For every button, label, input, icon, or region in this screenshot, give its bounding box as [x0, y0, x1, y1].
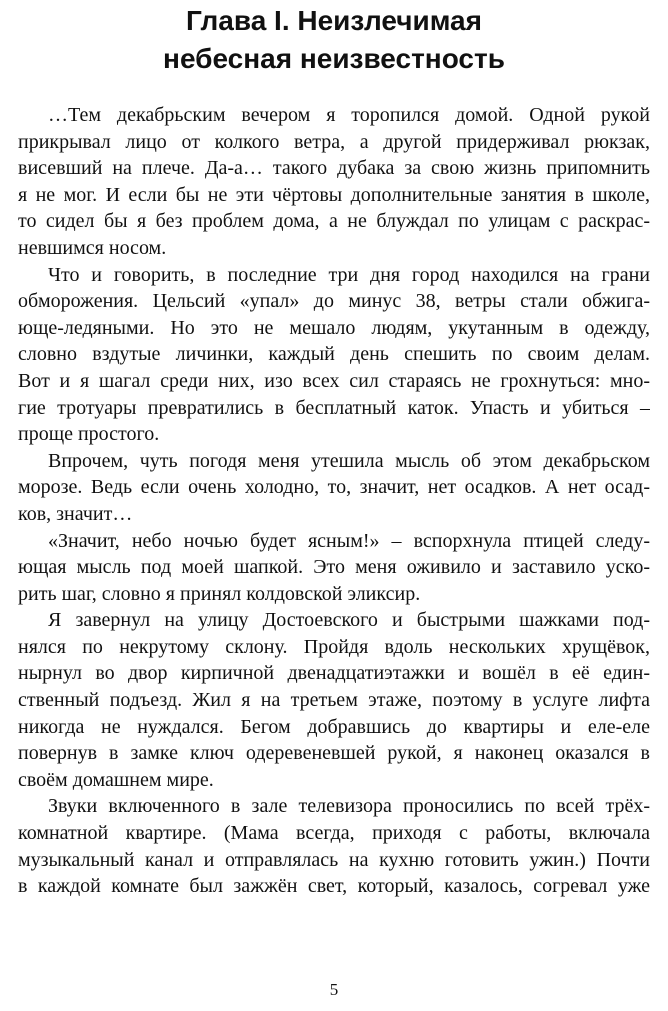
text-line: нырнул во двор кирпичной двенадцатиэтажки и вошёл в её един- [18, 662, 650, 685]
page-number: 5 [329, 980, 339, 999]
text-line: Звуки включенного в зале телевизора проносились по всей трёх- [48, 795, 650, 818]
text-line: комнатной квартире. (Мама всегда, приходя с работы, включала [18, 822, 650, 845]
paragraph [18, 607, 650, 793]
text-line: Что и говорить, в последние три дня город находился на грани [48, 263, 650, 286]
text-line: ющая мысль под моей шапкой. Это меня оживило и заставило уско- [18, 556, 650, 579]
paragraph [18, 262, 650, 448]
text-line: обморожения. Цельсий «упал» до минус 38, ветры стали обжига- [18, 290, 650, 313]
text-line: юще-ледяными. Но это не мешало людям, укутанным в одежду, [18, 316, 650, 339]
paragraph [18, 102, 650, 262]
text-line: своём домашнем мире. [18, 768, 214, 791]
chapter-title [18, 2, 650, 78]
chapter-title-line-2: небесная неизвестность [163, 43, 505, 74]
text-line: нялся по некрутому склону. Пройдя вдоль нескольких хрущёвок, [18, 635, 650, 658]
text-line: я не мог. И если бы не эти чёртовы дополнительные занятия в школе, [18, 183, 650, 206]
chapter-title-line-1: Глава I. Неизлечимая [186, 5, 482, 36]
text-line: морозе. Ведь если очень холодно, то, значит, нет осадков. А нет осад- [18, 476, 650, 499]
text-line: «Значит, небо ночью будет ясным!» – вспорхнула птицей следу- [48, 529, 650, 552]
text-line: …Тем декабрьским вечером я торопился домой. Одной рукой [48, 104, 650, 126]
text-line: висевший на плече. Да-а… такого дубака за свою жизнь припомнить [18, 157, 650, 180]
text-line: никогда не нуждался. Бегом добравшись до квартиры и еле-еле [18, 715, 650, 738]
paragraph [18, 793, 650, 899]
text-line: прикрывал лицо от колкого ветра, а другой придерживал рюкзак, [18, 130, 650, 153]
text-line: музыкальный канал и отправлялась на кухню готовить ужин.) Почти [18, 848, 650, 871]
text-line: рить шаг, словно я принял колдовской эликсир. [18, 582, 421, 605]
text-line: Вот и я шагал среди них, изо всех сил стараясь не грохнуться: мно- [18, 369, 650, 392]
text-line: в каждой комнате был зажжён свет, который, казалось, согревал уже [18, 875, 650, 898]
text-line: повернув в замке ключ одеревеневшей рукой, я наконец оказался в [18, 742, 650, 765]
text-line: проще простого. [18, 423, 160, 446]
text-line: Я завернул на улицу Достоевского и быстрыми шажками под- [48, 609, 650, 632]
text-line: ков, значит… [18, 502, 133, 525]
paragraph [18, 528, 650, 608]
paragraph [18, 448, 650, 528]
text-line: гие тротуары превратились в бесплатный каток. Упасть и убиться – [18, 396, 650, 419]
text-line: ственный подъезд. Жил я на третьем этаже, поэтому в услуге лифта [18, 689, 650, 712]
text-line: словно вздутые личинки, каждый день спешить по своим делам. [18, 343, 650, 366]
text-line: Впрочем, чуть погодя меня утешила мысль об этом декабрьском [48, 449, 650, 472]
text-line: то сидел бы я без проблем дома, а не блуждал по улицам с раскрас- [18, 210, 650, 233]
text-line: невшимся носом. [18, 236, 167, 259]
chapter-body [18, 102, 650, 900]
